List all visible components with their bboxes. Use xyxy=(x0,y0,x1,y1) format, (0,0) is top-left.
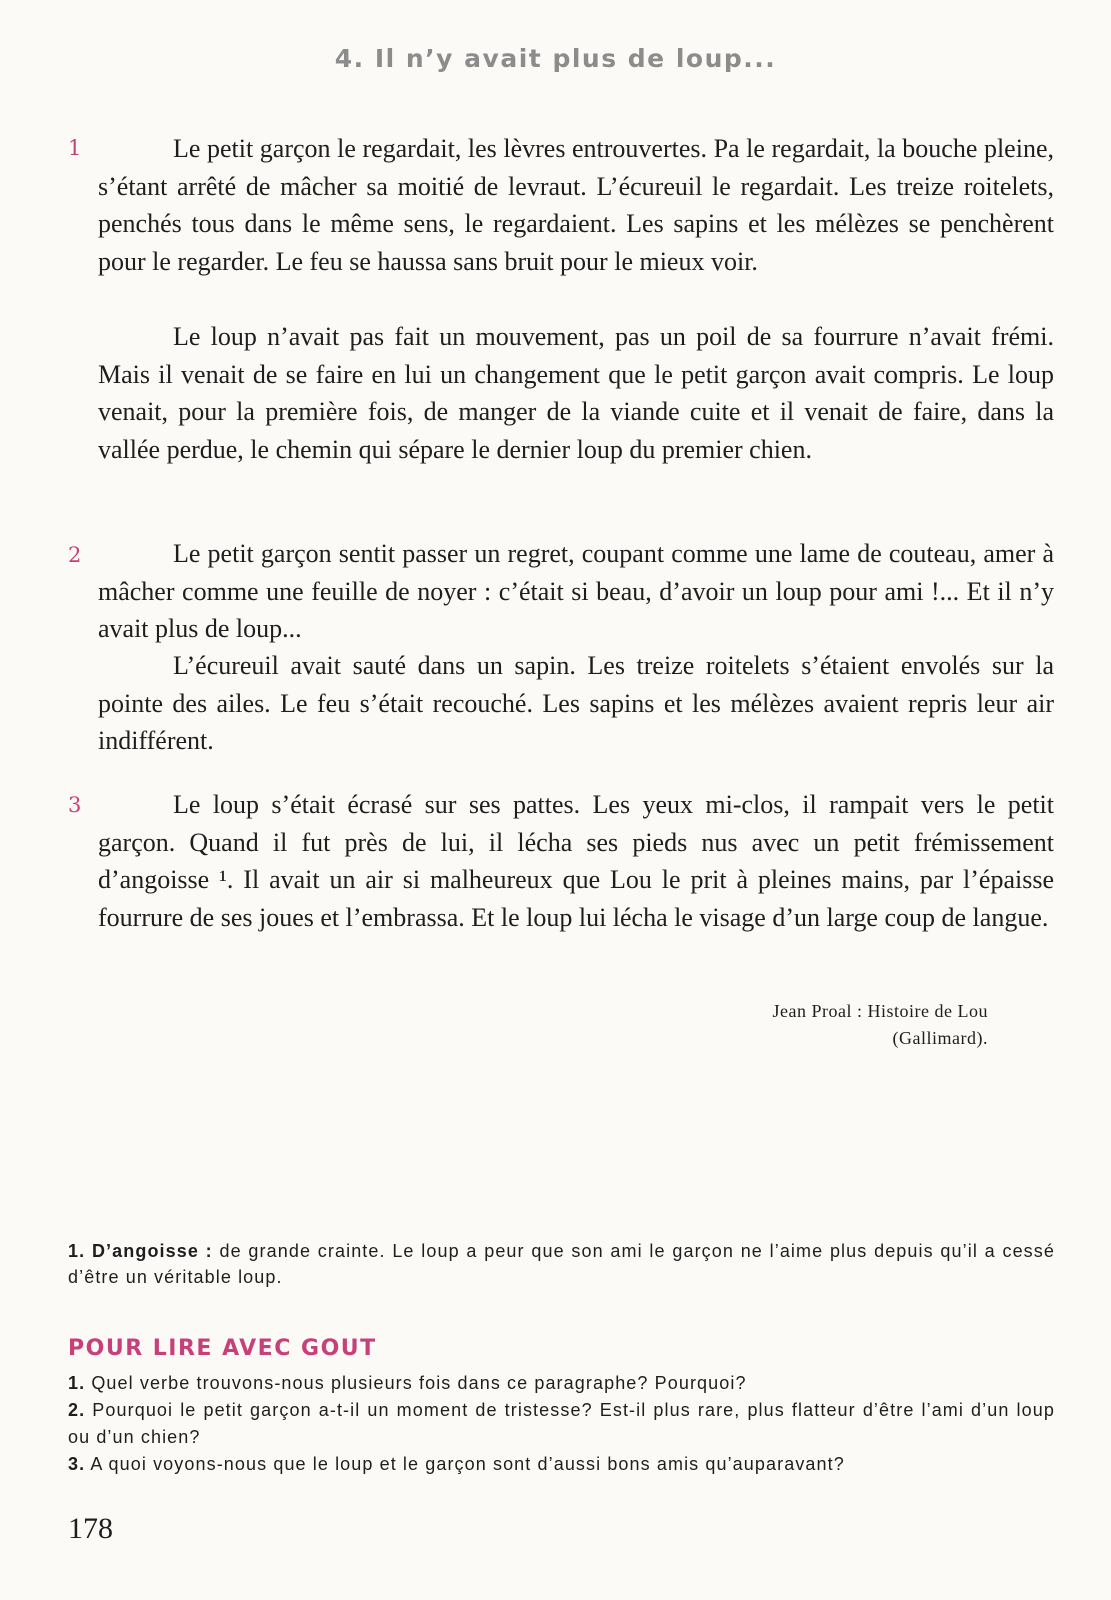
attribution-author-title: Jean Proal : Histoire de Lou xyxy=(772,1001,988,1021)
page-number: 178 xyxy=(68,1512,113,1545)
paragraph-text: L’écureuil avait sauté dans un sapin. Les treize roitelets s’étaient envolés sur la pointe des ailes. Le feu s’était recouché. Les sapins et les mélèzes avaient repris leur air indifférent. xyxy=(98,651,1054,755)
chapter-title: 4. Il n’y avait plus de loup... xyxy=(334,44,777,73)
question-text: Pourquoi le petit garçon a-t-il un moment de tristesse? Est-il plus rare, plus flatteur d’être l’ami d’un loup ou d’un chien? xyxy=(68,1400,1055,1447)
section-heading: POUR LIRE AVEC GOUT xyxy=(68,1336,377,1361)
question-item xyxy=(68,1451,1055,1478)
paragraph-text: Le loup n’avait pas fait un mouvement, pas un poil de sa fourrure n’avait frémi. Mais il venait de se faire en lui un changement que le petit garçon avait compris. Le loup venait, pour la première fois, de manger de la viande cuite et il venait de faire, dans la vallée perdue, le chemin qui sépare le dernier loup du premier chien. xyxy=(98,322,1054,464)
question-list xyxy=(68,1370,1055,1478)
question-item xyxy=(68,1397,1055,1451)
paragraph-text: Le loup s’était écrasé sur ses pattes. Les yeux mi-clos, il rampait vers le petit garçon. Quand il fut près de lui, il lécha ses pieds nus avec un petit frémissement d’angoisse ¹. Il avait un air si malheureux que Lou le prit à pleines mains, par l’épaisse fourrure de ses joues et l’embrassa. Et le loup lui lécha le visage d’un large coup de langue. xyxy=(98,790,1054,932)
question-item xyxy=(68,1370,1055,1397)
attribution-publisher: (Gallimard). xyxy=(892,1028,988,1048)
question-text: A quoi voyons-nous que le loup et le garçon sont d’aussi bons amis qu’auparavant? xyxy=(90,1454,845,1474)
paragraph-text: Le petit garçon le regardait, les lèvres entrouvertes. Pa le regardait, la bouche pleine, s’étant arrêté de mâcher sa moitié de levraut. L’écureuil le regardait. Les treize roitelets, penchés tous dans le même sens, le regardaient. Les sapins et les mélèzes se penchèrent pour le regarder. Le feu se haussa sans bruit pour le mieux voir. xyxy=(98,134,1054,276)
footnote-text: de grande crainte. Le loup a peur que son ami le garçon ne l’aime plus depuis qu’il a cessé d’être un véritable loup. xyxy=(68,1241,1055,1287)
footnote-number: 1. xyxy=(68,1241,86,1261)
question-number: 1. xyxy=(68,1373,86,1393)
question-number: 3. xyxy=(68,1454,86,1474)
footnote xyxy=(68,1238,1055,1290)
paragraph-number: 1 xyxy=(68,136,82,160)
paragraph-number: 2 xyxy=(68,543,82,567)
question-text: Quel verbe trouvons-nous plusieurs fois dans ce paragraphe? Pourquoi? xyxy=(91,1373,747,1393)
footnote-term: D’angoisse : xyxy=(91,1241,213,1261)
paragraph-text: Le petit garçon sentit passer un regret, coupant comme une lame de couteau, amer à mâcher comme une feuille de noyer : c’était si beau, d’avoir un loup pour ami !... Et il n’y avait plus de loup... xyxy=(98,539,1054,643)
source-attribution xyxy=(640,998,988,1052)
paragraph-number: 3 xyxy=(68,793,82,817)
question-number: 2. xyxy=(68,1400,86,1420)
